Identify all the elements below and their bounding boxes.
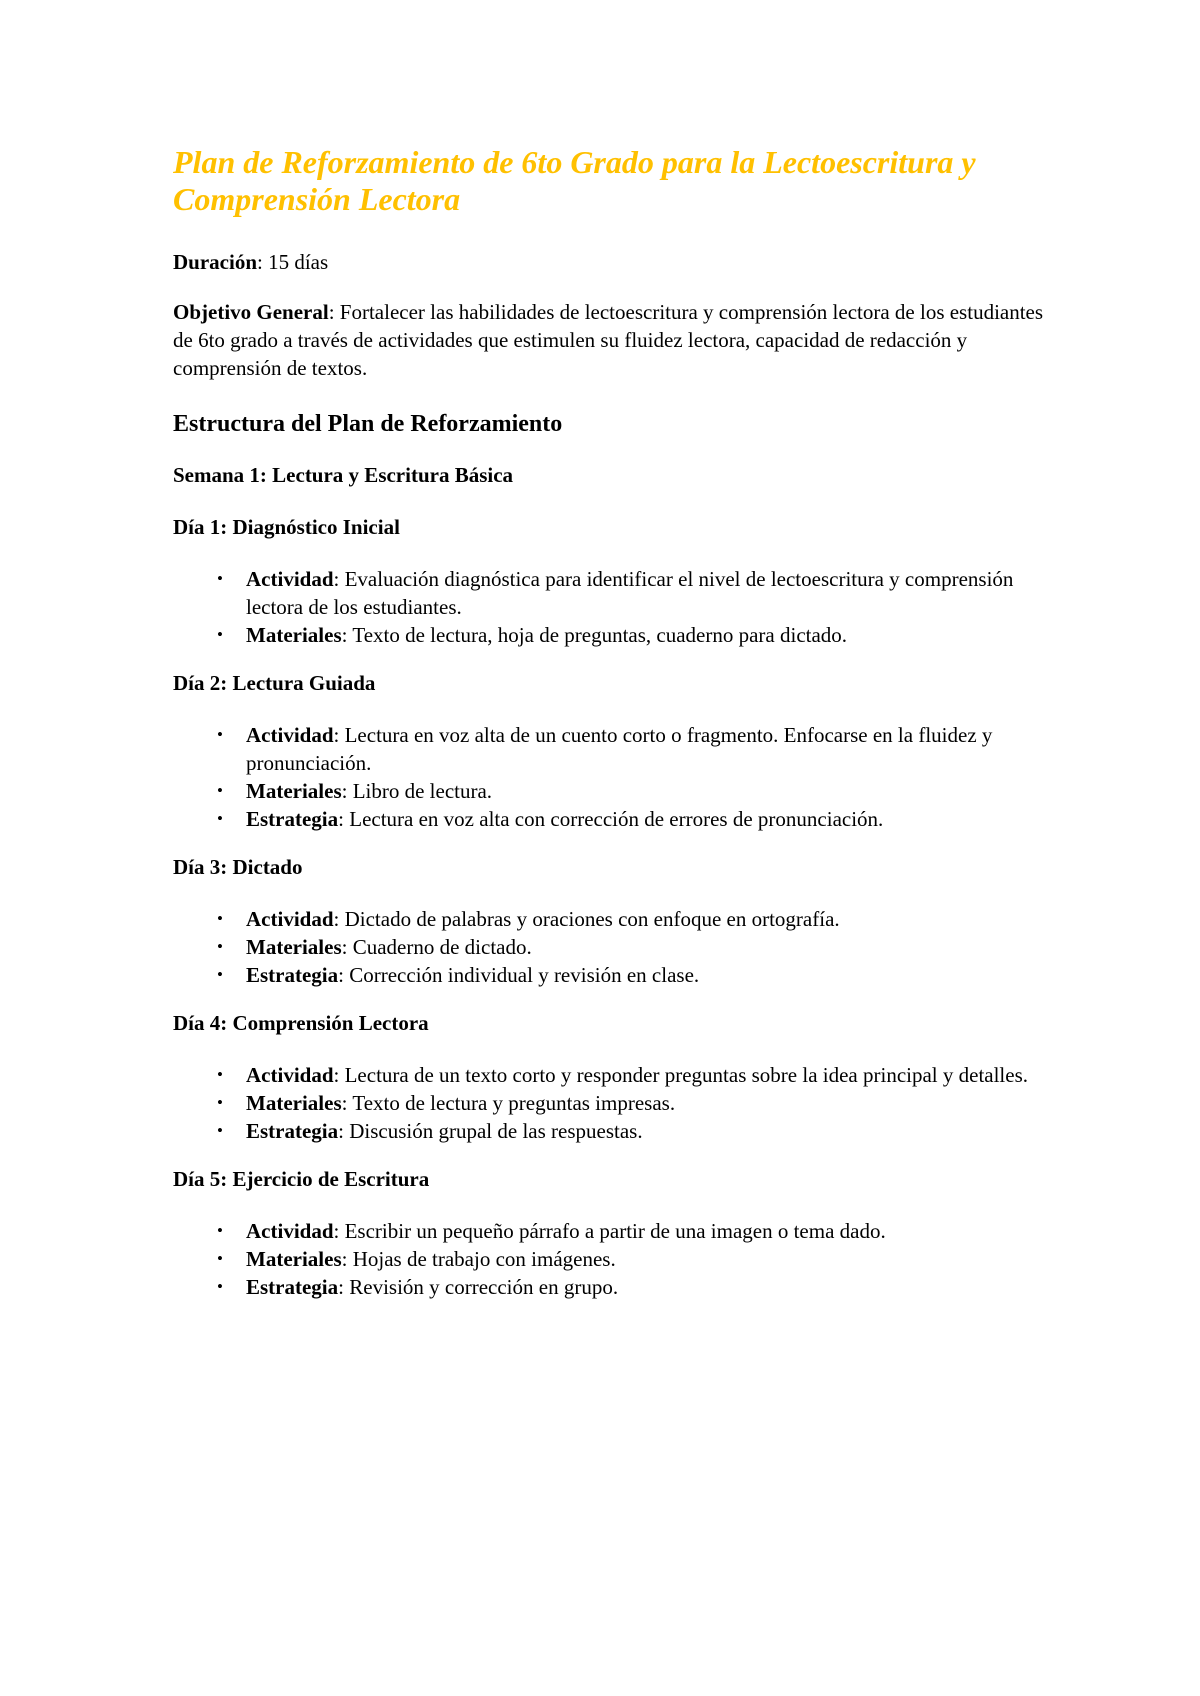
item-text: : Lectura en voz alta de un cuento corto o fragmento. Enfocarse en la fluidez y pronunciación.	[246, 723, 993, 775]
list-item	[173, 1061, 1053, 1089]
bullet-icon: •	[217, 809, 223, 828]
item-text: : Discusión grupal de las respuestas.	[338, 1119, 643, 1143]
day-title: Día 3: Dictado	[173, 855, 303, 879]
document-title: Plan de Reforzamiento de 6to Grado para la Lectoescritura y Comprensión Lectora	[173, 144, 976, 217]
section-title: Estructura del Plan de Reforzamiento	[173, 411, 563, 437]
bullet-icon: •	[217, 1221, 223, 1240]
bullet-icon: •	[217, 1249, 223, 1268]
bullet-icon: •	[217, 725, 223, 744]
item-label: Actividad	[246, 907, 334, 931]
duration-line	[173, 248, 1053, 276]
item-text: : Texto de lectura, hoja de preguntas, cuaderno para dictado.	[341, 623, 848, 647]
day-title: Día 2: Lectura Guiada	[173, 671, 376, 695]
list-item	[173, 565, 1053, 621]
item-label: Materiales	[246, 1091, 342, 1115]
item-text: : Escribir un pequeño párrafo a partir de una imagen o tema dado.	[333, 1219, 886, 1243]
week-title: Semana 1: Lectura y Escritura Básica	[173, 463, 514, 487]
item-text: : Cuaderno de dictado.	[341, 935, 532, 959]
item-label: Materiales	[246, 623, 342, 647]
list-item	[173, 777, 1053, 805]
item-text: : Texto de lectura y preguntas impresas.	[341, 1091, 676, 1115]
item-text: : Lectura de un texto corto y responder preguntas sobre la idea principal y detalles.	[333, 1063, 1029, 1087]
list-item	[173, 621, 1053, 649]
list-item	[173, 933, 1053, 961]
day-item-list	[173, 721, 1053, 833]
item-label: Estrategia	[246, 1119, 339, 1143]
item-label: Actividad	[246, 1063, 334, 1087]
list-item	[173, 1117, 1053, 1145]
bullet-icon: •	[217, 781, 223, 800]
item-label: Materiales	[246, 779, 342, 803]
day-title: Día 5: Ejercicio de Escritura	[173, 1167, 430, 1191]
item-label: Estrategia	[246, 1275, 339, 1299]
day-item-list	[173, 905, 1053, 989]
item-label: Actividad	[246, 1219, 334, 1243]
bullet-icon: •	[217, 1121, 223, 1140]
bullet-icon: •	[217, 625, 223, 644]
item-text: : Corrección individual y revisión en clase.	[338, 963, 700, 987]
objective-value: : Fortalecer las habilidades de lectoescritura y comprensión lectora de los estudiantes de 6to grado a través de actividades que estimulen su fluidez lectora, capacidad de redacción y comprensión de textos.	[173, 300, 1044, 380]
day-title: Día 1: Diagnóstico Inicial	[173, 515, 400, 539]
item-text: : Lectura en voz alta con corrección de errores de pronunciación.	[338, 807, 884, 831]
bullet-icon: •	[217, 909, 223, 928]
bullet-icon: •	[217, 937, 223, 956]
item-label: Estrategia	[246, 807, 339, 831]
item-text: : Libro de lectura.	[341, 779, 493, 803]
duration-value: : 15 días	[257, 250, 329, 274]
item-label: Actividad	[246, 723, 334, 747]
duration-label: Duración	[173, 250, 257, 274]
bullet-icon: •	[217, 1065, 223, 1084]
bullet-icon: •	[217, 965, 223, 984]
bullet-icon: •	[217, 1093, 223, 1112]
objective-line	[173, 298, 1053, 382]
item-text: : Evaluación diagnóstica para identificar el nivel de lectoescritura y comprensión lectora de los estudiantes.	[246, 567, 1014, 619]
item-label: Actividad	[246, 567, 334, 591]
list-item	[173, 1245, 1053, 1273]
list-item	[173, 805, 1053, 833]
list-item	[173, 1089, 1053, 1117]
document-page	[173, 144, 1053, 1321]
day-item-list	[173, 1061, 1053, 1145]
item-label: Materiales	[246, 935, 342, 959]
item-text: : Hojas de trabajo con imágenes.	[341, 1247, 616, 1271]
day-item-list	[173, 1217, 1053, 1301]
day-title: Día 4: Comprensión Lectora	[173, 1011, 429, 1035]
list-item	[173, 905, 1053, 933]
item-text: : Dictado de palabras y oraciones con enfoque en ortografía.	[333, 907, 840, 931]
objective-label: Objetivo General	[173, 300, 329, 324]
day-item-list	[173, 565, 1053, 649]
list-item	[173, 961, 1053, 989]
bullet-icon: •	[217, 1277, 223, 1296]
item-label: Estrategia	[246, 963, 339, 987]
bullet-icon: •	[217, 569, 223, 588]
list-item	[173, 1273, 1053, 1301]
item-text: : Revisión y corrección en grupo.	[338, 1275, 619, 1299]
list-item	[173, 1217, 1053, 1245]
item-label: Materiales	[246, 1247, 342, 1271]
list-item	[173, 721, 1053, 777]
